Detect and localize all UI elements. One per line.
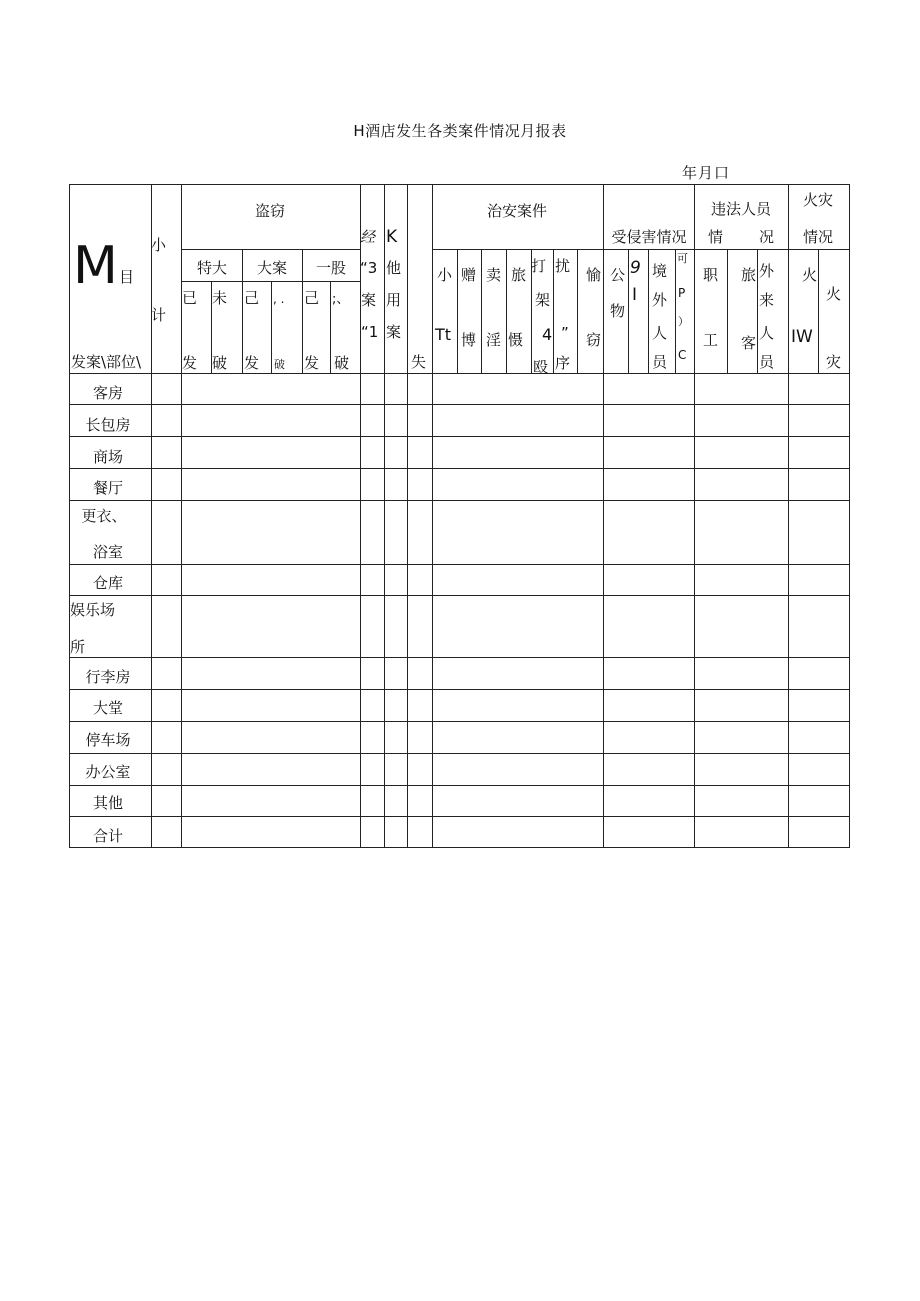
security-col-label: 打 [531, 257, 547, 275]
offender-col-label: 旅 [741, 266, 757, 284]
security-group-label: 治安案件 [486, 202, 548, 220]
row-label: 更衣、 [81, 507, 127, 525]
row-label: 其他 [92, 794, 124, 812]
theft-group-label: 盗窃 [254, 202, 286, 220]
row-label: 长包房 [85, 416, 131, 434]
offender-col-label: 外 [759, 262, 775, 280]
offender-col-label: 客 [741, 334, 757, 352]
theft-sub-cell: , . [273, 292, 285, 306]
theft-major-label: 特大 [196, 259, 228, 277]
victim-col-label: 物 [610, 302, 626, 320]
row-label: 餐厅 [92, 479, 124, 497]
row-label: 办公室 [85, 763, 131, 781]
other-case-label: K [386, 227, 398, 247]
victim-col-label: 9 [630, 258, 641, 278]
row-label: 客房 [92, 384, 124, 402]
security-col-label: 架 [535, 291, 551, 309]
security-col-label: 慑 [508, 331, 524, 349]
loss-label: 失 [411, 353, 427, 371]
subtotal-label-1: 小 [151, 236, 167, 254]
theft-general-label: 一股 [315, 259, 347, 277]
victim-col-label: 公 [610, 266, 626, 284]
theft-sub-cell: 破 [274, 358, 285, 371]
row-label: 大堂 [92, 699, 124, 717]
security-col-label: 赠 [461, 266, 477, 284]
security-col-label: 序 [555, 354, 571, 372]
offender-col-label: 职 [703, 266, 719, 284]
row-label: 行李房 [85, 668, 131, 686]
econ-case-label: “1 [361, 323, 379, 341]
econ-case-label: 经 [360, 228, 376, 246]
victim-col-label: 员 [652, 353, 668, 371]
corner-big-letter: M [73, 236, 118, 296]
security-col-label: 愉 [586, 266, 602, 284]
offender-group-label: 违法人员 [710, 200, 772, 218]
victim-col-label: 境 [652, 262, 668, 280]
row-label: 合计 [92, 827, 124, 845]
theft-sub-cell: 己 [244, 289, 260, 307]
security-col-label: ” [561, 324, 569, 342]
fire-col-label: IW [791, 327, 813, 347]
offender-col-label: 人 [759, 324, 775, 342]
offender-col-label: 来 [759, 291, 775, 309]
offender-group-label: 情 [708, 228, 724, 246]
fire-col-label: 灾 [826, 353, 842, 371]
victim-col-label: I [632, 285, 638, 305]
security-col-label: 殴 [533, 358, 549, 376]
theft-sub-cell: 发 [182, 354, 198, 372]
security-col-label: 扰 [555, 257, 571, 275]
theft-sub-cell: 已 [182, 289, 198, 307]
row-label: 所 [70, 638, 86, 656]
fire-col-label: 火 [802, 266, 818, 284]
row-label: 浴室 [92, 543, 124, 561]
security-col-label: 小 [437, 266, 453, 284]
row-label: 商场 [92, 448, 124, 466]
theft-sub-cell: 发 [304, 354, 320, 372]
victim-col-label: ） [678, 315, 689, 328]
offender-group-label: 况 [759, 228, 775, 246]
theft-sub-cell: 己 [304, 289, 320, 307]
security-col-label: 博 [461, 331, 477, 349]
other-case-label: 用 [386, 291, 402, 309]
theft-sub-cell: 发 [244, 354, 260, 372]
security-col-label: 淫 [486, 331, 502, 349]
offender-col-label: 员 [759, 353, 775, 371]
theft-sub-cell: 破 [334, 354, 350, 372]
security-col-label: 4 [542, 325, 553, 344]
security-col-label: Tt [435, 325, 452, 344]
fire-col-label: 火 [826, 285, 842, 303]
row-label: 娱乐场 [70, 601, 116, 619]
table-grid [69, 184, 850, 848]
fire-group-label: 情况 [802, 228, 834, 246]
corner-diagonal-label: 发案\部位\ [71, 353, 142, 371]
other-case-label: 案 [386, 323, 402, 341]
econ-case-label: “3 [360, 259, 378, 277]
fire-group-label: 火灾 [802, 191, 834, 209]
victim-col-label: C [678, 348, 687, 362]
row-label: 停车场 [85, 731, 131, 749]
security-col-label: 旅 [511, 266, 527, 284]
victim-col-label: P [678, 286, 686, 300]
theft-sub-cell: 未 [212, 289, 228, 307]
offender-col-label: 工 [703, 331, 719, 349]
econ-case-label: 案 [361, 291, 377, 309]
report-title: H酒店发生各类案件情况月报表 [353, 122, 567, 140]
theft-sub-cell: 破 [212, 354, 228, 372]
theft-sub-cell: ;、 [332, 292, 350, 307]
date-label: 年月口 [682, 164, 731, 182]
row-label: 仓库 [92, 574, 124, 592]
security-col-label: 窃 [586, 331, 602, 349]
victim-col-label: 人 [652, 324, 668, 342]
security-col-label: 卖 [486, 266, 502, 284]
corner-small-label: 目 [119, 268, 135, 286]
victim-col-label: 可 [677, 252, 688, 265]
victim-group-label: 受侵害情况 [611, 228, 687, 246]
other-case-label: 他 [386, 259, 402, 277]
subtotal-label-2: 计 [151, 306, 167, 324]
theft-big-label: 大案 [256, 259, 288, 277]
victim-col-label: 外 [652, 291, 668, 309]
